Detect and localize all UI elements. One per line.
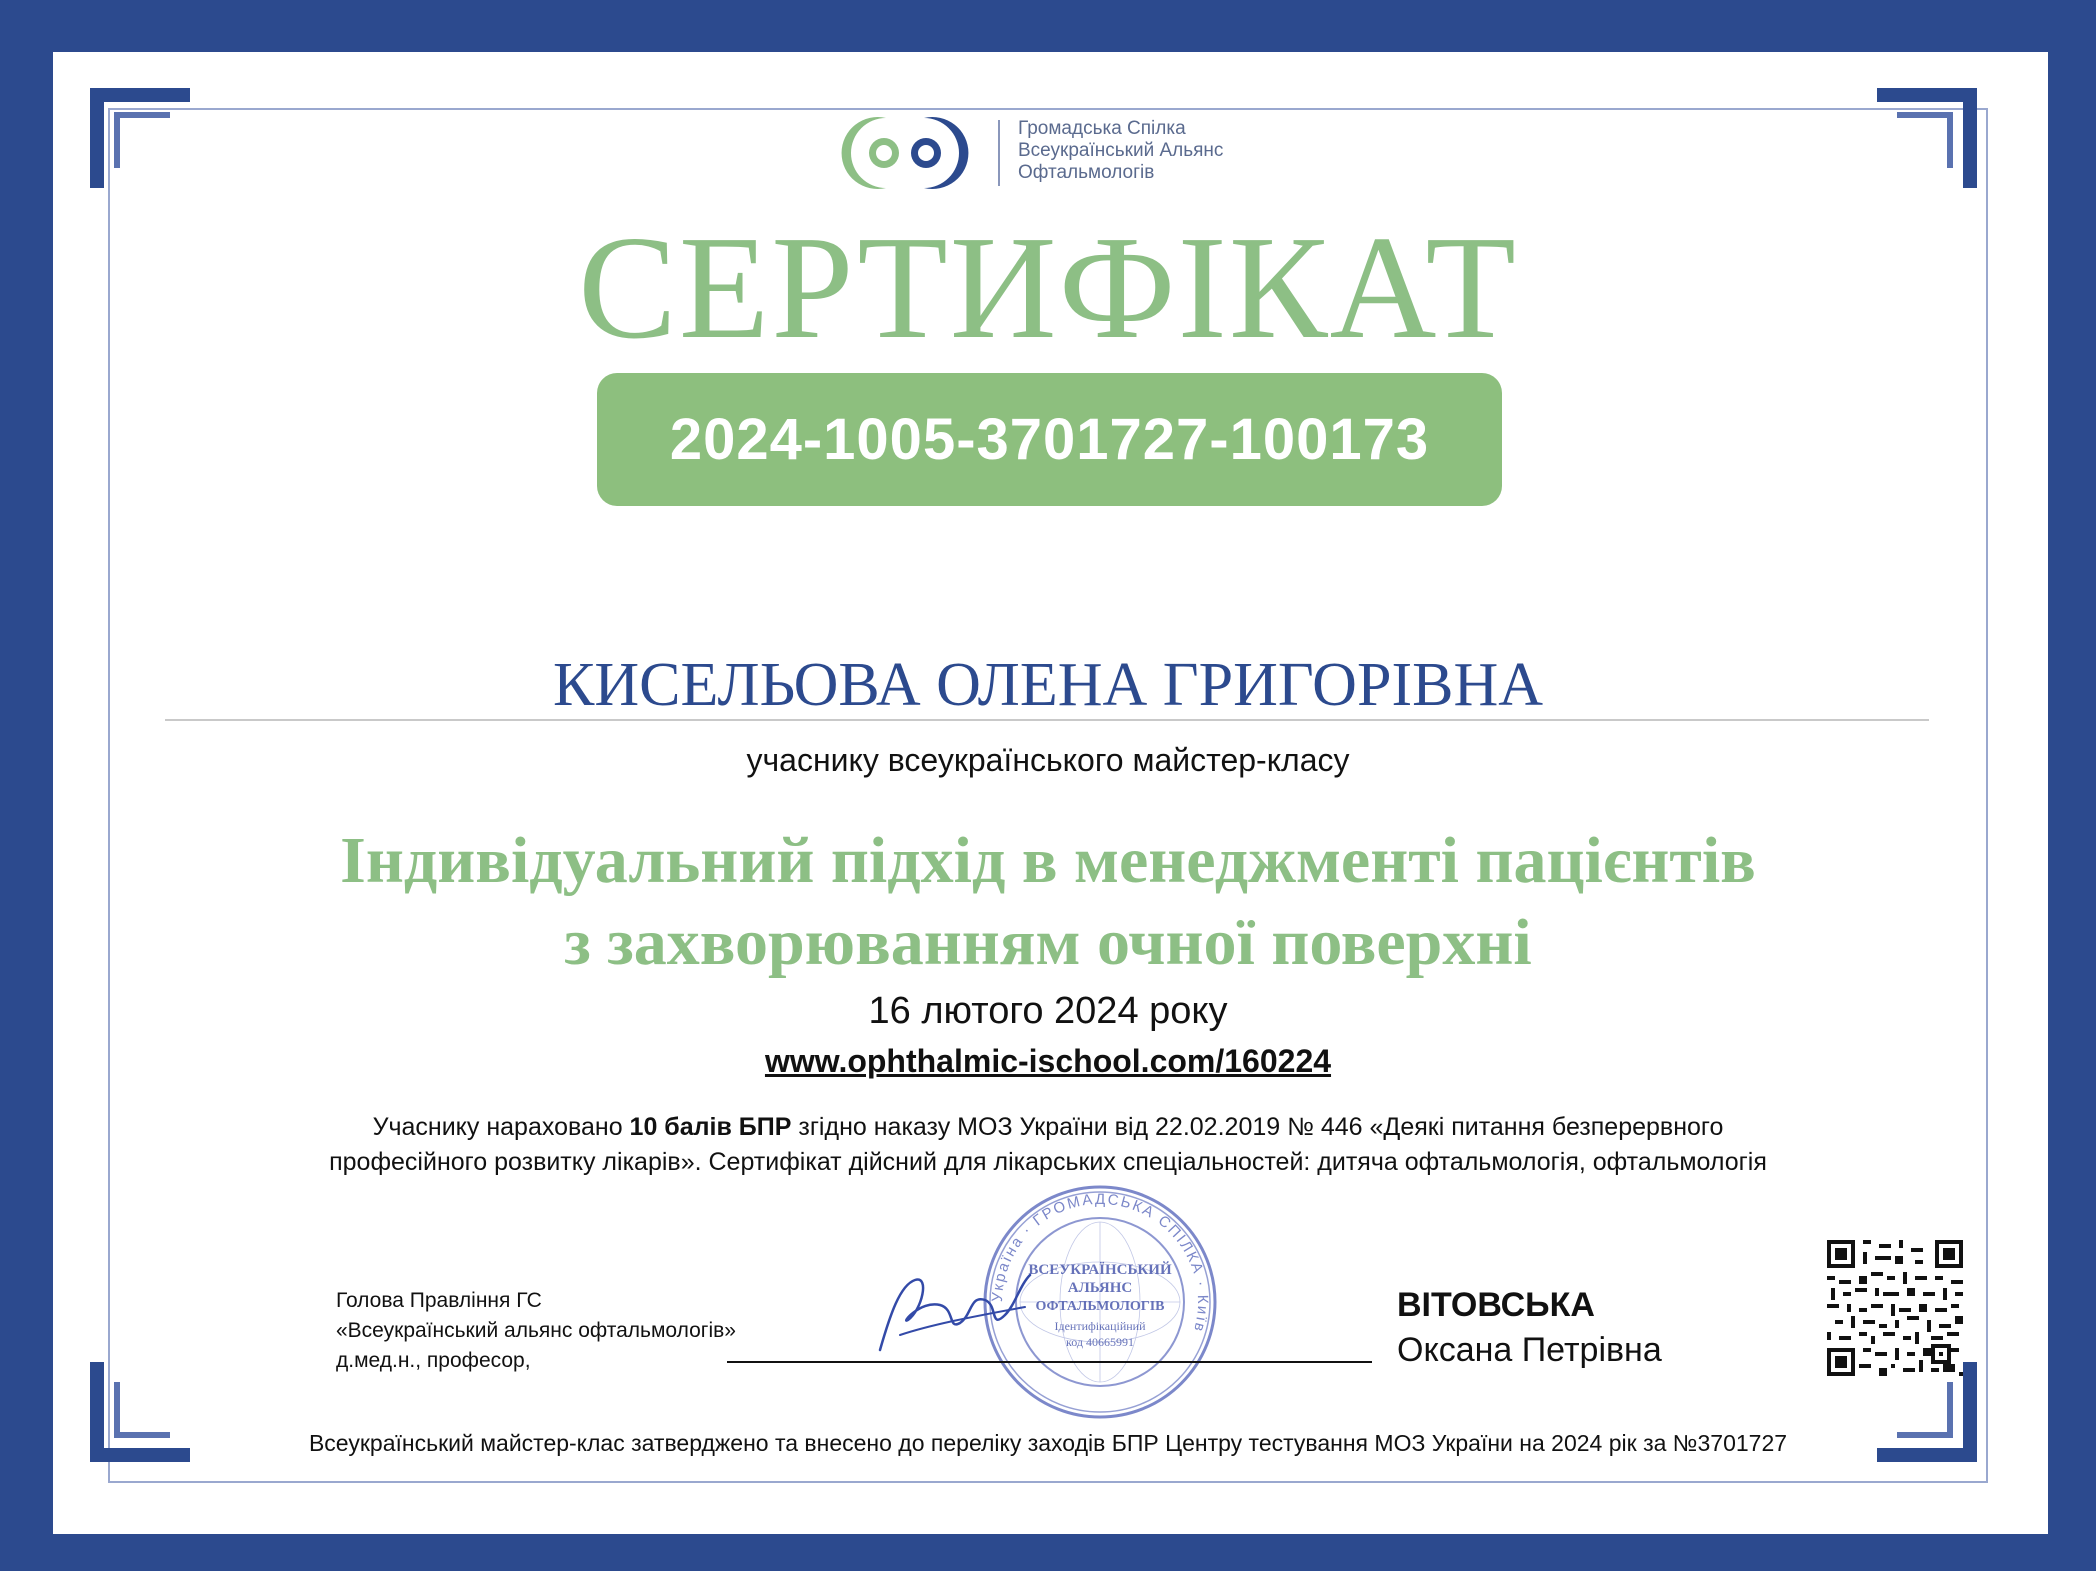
stamp-line-1: ВСЕУКРАЇНСЬКИЙ — [1028, 1262, 1172, 1278]
stamp-line-2: АЛЬЯНС — [1067, 1280, 1133, 1296]
recipient-name: КИСЕЛЬОВА ОЛЕНА ГРИГОРІВНА — [552, 651, 1543, 719]
logo-separator — [998, 120, 1000, 186]
footer-note: Всеукраїнський майстер-клас затверджено та внесено до переліку заходів БПР Центру тестування МОЗ України на 2024 рік за №3701727 — [308, 1430, 1788, 1456]
course-title-line-1: Індивідуальний підхід в менеджменті пацієнтів — [340, 824, 1756, 897]
head-line-3: д.мед.н., професор, — [336, 1349, 531, 1372]
signer-name: Оксана Петрівна — [1397, 1331, 1662, 1369]
logo-text — [1018, 118, 1223, 184]
event-url-link[interactable]: www.ophthalmic-ischool.com/160224 — [764, 1043, 1332, 1079]
logo-line-2: Всеукраїнський Альянс — [1018, 140, 1224, 161]
head-line-2: «Всеукраїнський альянс офтальмологів» — [336, 1319, 736, 1342]
corner-ornament-top-right — [1877, 88, 1977, 188]
logo-line-3: Офтальмологів — [1018, 162, 1155, 183]
name-underline — [165, 719, 1929, 721]
description-part-2: згідно наказу МОЗ України від 22.02.2019 № 446 «Деякі питання безперервного — [791, 1113, 1724, 1141]
course-title-line-2: з захворюванням очної поверхні — [564, 906, 1532, 979]
signature-line — [727, 1361, 1372, 1363]
head-line-1: Голова Правління ГС — [336, 1289, 542, 1312]
description-points: 10 балів БПР — [629, 1113, 792, 1141]
description-line-1 — [0, 1110, 2096, 1145]
certificate-title: СЕРТИФІКАТ — [578, 206, 1518, 370]
stamp-line-4: Ідентифікаційний — [1054, 1319, 1146, 1333]
description-part-1: Учаснику нараховано — [372, 1113, 630, 1141]
stamp-outer-text: Україна · ГРОМАДСЬКА СПІЛКА · Київ — [988, 1190, 1212, 1335]
certificate-code: 2024-1005-3701727-100173 — [669, 407, 1430, 472]
logo-line-1: Громадська Спілка — [1018, 118, 1186, 139]
signer-surname: ВІТОВСЬКА — [1397, 1286, 1595, 1324]
participant-text: учаснику всеукраїнського майстер-класу — [746, 742, 1350, 778]
corner-ornament-top-left — [90, 88, 190, 188]
stamp-line-3: ОФТАЛЬМОЛОГІВ — [1035, 1299, 1165, 1314]
head-title-block — [336, 1286, 736, 1376]
description-line-2: професійного розвитку лікарів». Сертифікат дійсний для лікарських спеціальностей: дитяча офтальмологія, офтальмологія — [329, 1148, 1767, 1176]
qr-code-icon — [1827, 1240, 1963, 1376]
description — [0, 1110, 2096, 1180]
alliance-logo-icon — [838, 110, 978, 196]
course-title — [0, 820, 2096, 984]
event-date: 16 лютого 2024 року — [868, 990, 1228, 1032]
handwritten-signature — [860, 1255, 1040, 1365]
stamp-line-5: код 40665991 — [1066, 1335, 1134, 1349]
